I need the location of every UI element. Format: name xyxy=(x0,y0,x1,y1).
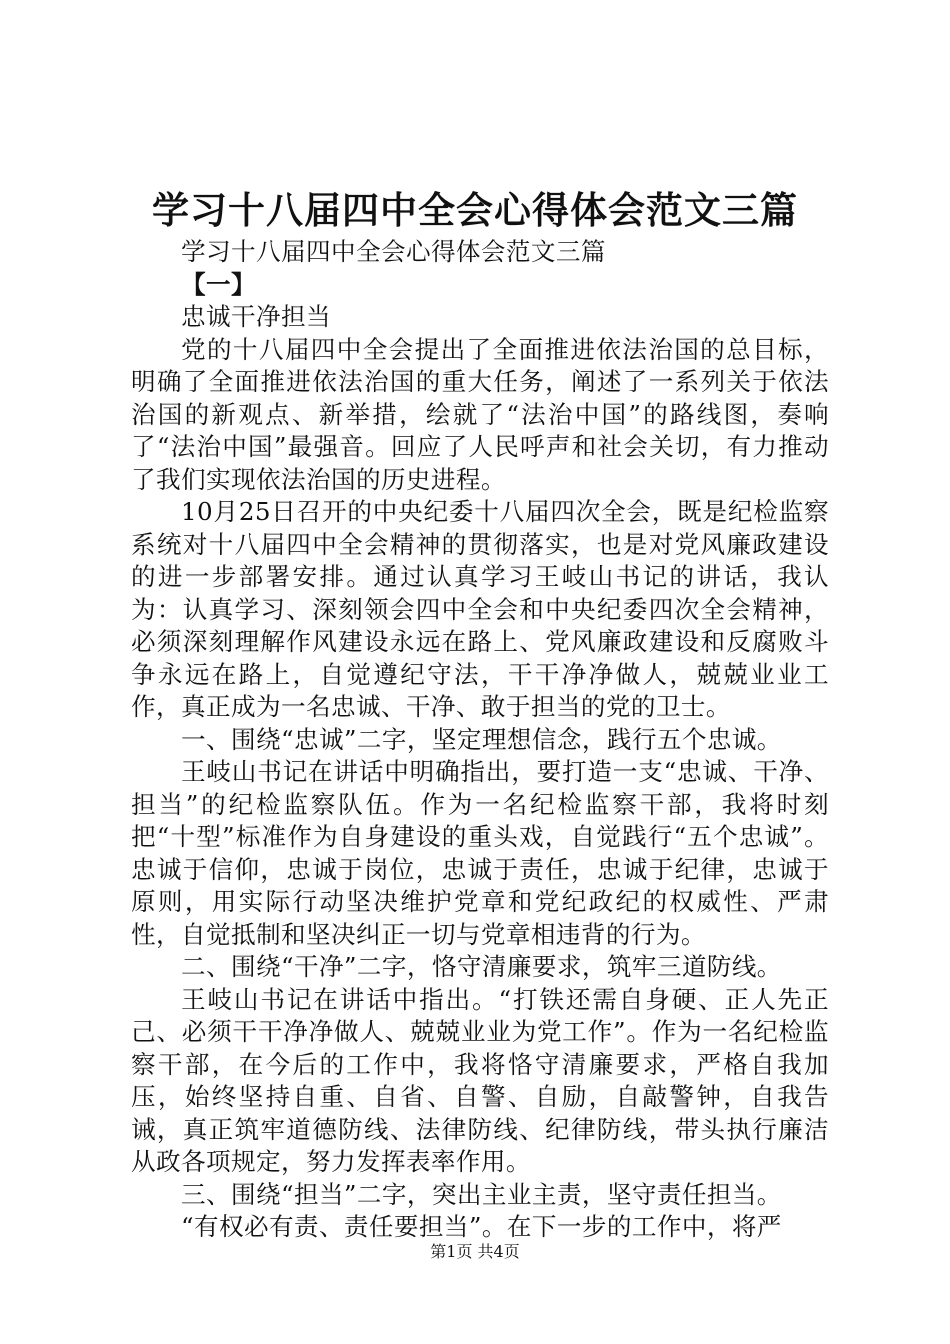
paragraph: 王岐山书记在讲话中指出。“打铁还需自身硬、正人先正己、必须干干净净做人、兢兢业业为党工作”。作为一名纪检监察干部，在今后的工作中，我将恪守清廉要求，严格自我加压，始终坚持自重、自省、自警、自励，自敲警钟，自我告诫，真正筑牢道德防线、法律防线、纪律防线，带头执行廉洁从政各项规定，努力发挥表率作用。 xyxy=(131,984,829,1176)
document-body xyxy=(131,236,829,1244)
paragraph: 王岐山书记在讲话中明确指出，要打造一支“忠诚、干净、担当”的纪检监察队伍。作为一名纪检监察干部，我将时刻把“十型”标准作为自身建设的重头戏，自觉践行“五个忠诚”。忠诚于信仰，忠诚于岗位，忠诚于责任，忠诚于纪律，忠诚于原则，用实际行动坚决维护党章和党纪政纪的权威性、严肃性，自觉抵制和坚决纠正一切与党章相违背的行为。 xyxy=(131,757,829,949)
page-footer: 第1页 共4页 xyxy=(430,1242,520,1261)
paragraph-heading: 三、围绕“担当”二字，突出主业主责，坚守责任担当。 xyxy=(181,1179,782,1209)
paragraph: 10月25日召开的中央纪委十八届四次全会，既是纪检监察系统对十八届四中全会精神的贯彻落实，也是对党风廉政建设的进一步部署安排。通过认真学习王岐山书记的讲话，我认为：认真学习、深刻领会四中全会和中央纪委四次全会精神，必须深刻理解作风建设永远在路上、党风廉政建设和反腐败斗争永远在路上，自觉遵纪守法，干干净净做人，兢兢业业工作，真正成为一名忠诚、干净、敢于担当的党的卫士。 xyxy=(131,497,829,721)
document-subtitle: 学习十八届四中全会心得体会范文三篇 xyxy=(181,237,606,266)
paragraph-heading: 二、围绕“干净”二字，恪守清廉要求，筑牢三道防线。 xyxy=(181,952,782,981)
document-title: 学习十八届四中全会心得体会范文三篇 xyxy=(152,188,798,232)
paragraph: “有权必有责、责任要担当”。在下一步的工作中，将严 xyxy=(181,1212,782,1241)
paragraph: 党的十八届四中全会提出了全面推进依法治国的总目标，明确了全面推进依法治国的重大任务，阐述了一系列关于依法治国的新观点、新举措，绘就了“法治中国”的路线图，奏响了“法治中国”最强音。回应了人民呼声和社会关切，有力推动了我们实现依法治国的历史进程。 xyxy=(131,334,829,494)
section-marker: 【一】 xyxy=(181,269,256,299)
section-heading: 忠诚干净担当 xyxy=(181,302,331,331)
paragraph-heading: 一、围绕“忠诚”二字，坚定理想信念，践行五个忠诚。 xyxy=(181,724,782,754)
